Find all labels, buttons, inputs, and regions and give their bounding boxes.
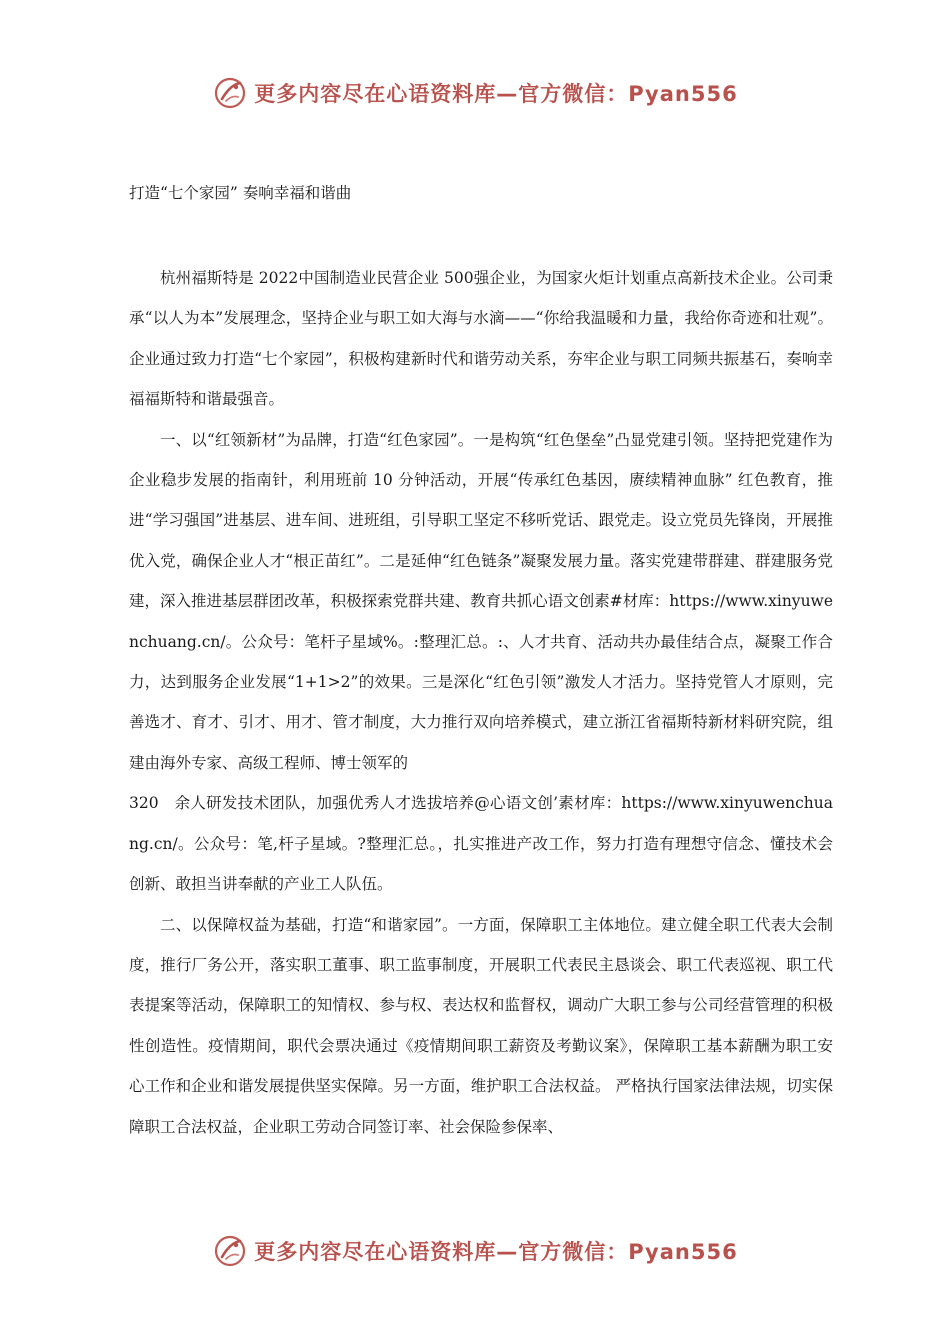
header-banner-text: 更多内容尽在心语资料库—官方微信：Pyan556 — [254, 82, 738, 106]
header-watermark-banner — [0, 68, 950, 118]
document-title: 打造“七个家园” 奏响幸福和谐曲 — [129, 184, 352, 202]
ink-brush-logo-icon — [212, 75, 248, 111]
footer-watermark-banner — [0, 1226, 950, 1276]
footer-banner-inner — [212, 1233, 737, 1269]
header-banner-inner — [212, 75, 737, 111]
intro-paragraph: 杭州福斯特是 2022中国制造业民营企业 500强企业，为国家火炬计划重点高新技术企业。公司秉承“以人为本”发展理念，坚持企业与职工如大海与水滴——“你给我温暖和力量，我给你奇迹和壮观”。企业通过致力打造“七个家园”，积极构建新时代和谐劳动关系，夯牢企业与职工同频共振基石，奏响幸福福斯特和谐最强音。 — [129, 269, 833, 409]
section-1-continuation-paragraph: 320 余人研发技术团队，加强优秀人才选拔培养@心语文创’素材库：https://www.xinyuwenchuang.cn/。公众号：笔,杆子星域。?整理汇总。，扎实推进产改工作，努力打造有理想守信念、懂技术会创新、敢担当讲奉献的产业工人队伍。 — [129, 794, 833, 894]
footer-banner-text: 更多内容尽在心语资料库—官方微信：Pyan556 — [254, 1240, 738, 1264]
document-body — [129, 258, 833, 1147]
section-2-paragraph: 二、以保障权益为基础，打造“和谐家园”。一方面，保障职工主体地位。建立健全职工代表大会制度，推行厂务公开，落实职工董事、职工监事制度，开展职工代表民主恳谈会、职工代表巡视、职工代表提案等活动，保障职工的知情权、参与权、表达权和监督权，调动广大职工参与公司经营管理的积极性创造性。疫情期间，职代会票决通过《疫情期间职工薪资及考勤议案》，保障职工基本薪酬为职工安心工作和企业和谐发展提供坚实保障。另一方面，维护职工合法权益。 严格执行国家法律法规，切实保障职工合法权益，企业职工劳动合同签订率、社会保险参保率、 — [129, 915, 833, 1136]
section-1-paragraph: 一、以“红领新材”为品牌，打造“红色家园”。一是构筑“红色堡垒”凸显党建引领。坚持把党建作为企业稳步发展的指南针，利用班前 10 分钟活动，开展“传承红色基因，赓续精神血脉” 红色教育，推进“学习强国”进基层、进车间、进班组，引导职工坚定不移听党话、跟党走。设立党员先锋岗，开展推优入党，确保企业人才“根正苗红”。二是延伸“红色链条”凝聚发展力量。落实党建带群建、群建服务党建，深入推进基层群团改革，积极探索党群共建、教育共抓心语文创素#材库：https://www.xinyuwenchuang.cn/。公众号：笔杆子星域%。:整理汇总。:、人才共育、活动共办最佳结合点，凝聚工作合力，达到服务企业发展“1+1>2”的效果。三是深化“红色引领”激发人才活力。坚持党管人才原则，完善选才、育才、引才、用才、管才制度，大力推行双向培养模式，建立浙江省福斯特新材料研究院，组建由海外专家、高级工程师、博士领军的 — [129, 430, 833, 772]
ink-brush-logo-icon — [212, 1233, 248, 1269]
